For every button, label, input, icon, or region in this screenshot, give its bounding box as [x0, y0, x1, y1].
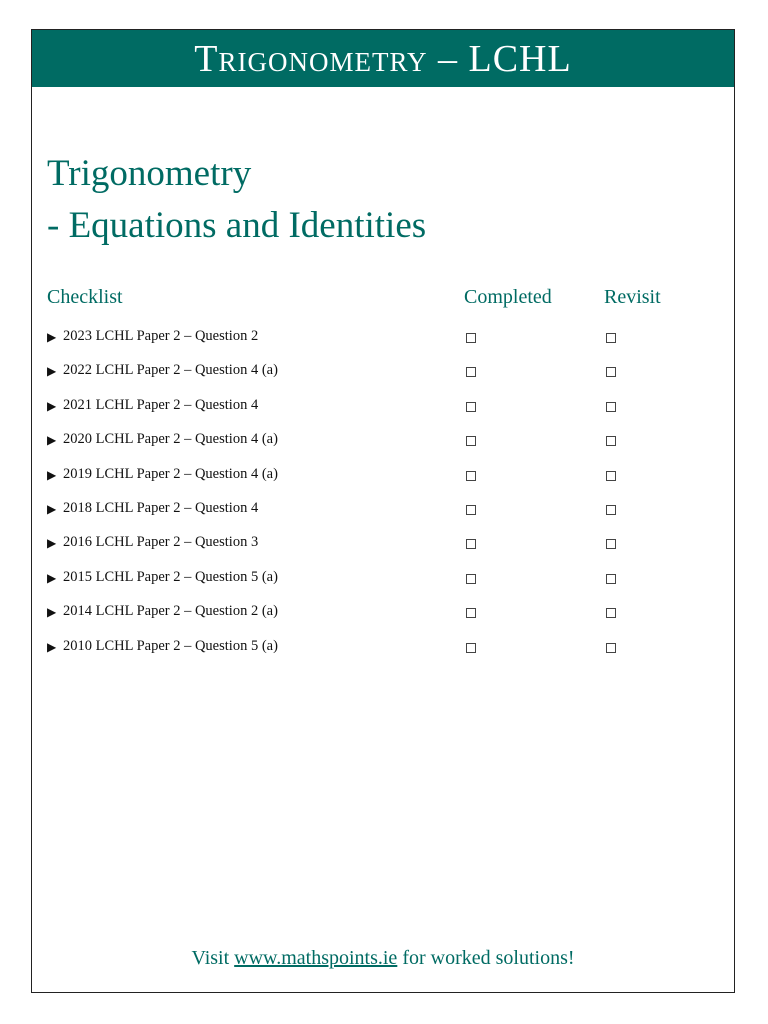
column-header-completed: Completed — [464, 286, 552, 308]
bullet-arrow-icon: ▶ — [47, 639, 57, 654]
checklist-item-label: 2018 LCHL Paper 2 – Question 4 — [63, 499, 259, 516]
completed-checkbox[interactable] — [466, 471, 476, 481]
checklist-item-label: 2019 LCHL Paper 2 – Question 4 (a) — [63, 465, 278, 482]
bullet-arrow-icon: ▶ — [47, 536, 57, 551]
revisit-checkbox[interactable] — [606, 367, 616, 377]
bullet-arrow-icon: ▶ — [47, 605, 57, 620]
checklist-row — [47, 569, 727, 603]
revisit-checkbox[interactable] — [606, 539, 616, 549]
column-header-checklist: Checklist — [47, 286, 123, 308]
revisit-checkbox[interactable] — [606, 574, 616, 584]
revisit-checkbox[interactable] — [606, 608, 616, 618]
completed-checkbox[interactable] — [466, 608, 476, 618]
footer-suffix: for worked solutions! — [397, 947, 575, 969]
revisit-checkbox[interactable] — [606, 643, 616, 653]
footer-prefix: Visit — [191, 947, 235, 969]
header-banner: Trigonometry – LCHL — [32, 30, 734, 87]
checklist-rows — [47, 328, 727, 672]
checklist-row — [47, 638, 727, 672]
bullet-arrow-icon: ▶ — [47, 433, 57, 448]
revisit-checkbox[interactable] — [606, 505, 616, 515]
checklist-item-label: 2021 LCHL Paper 2 – Question 4 — [63, 396, 259, 413]
bullet-arrow-icon: ▶ — [47, 570, 57, 585]
checklist-row — [47, 397, 727, 431]
checklist-row — [47, 431, 727, 465]
checklist-item-label: 2014 LCHL Paper 2 – Question 2 (a) — [63, 603, 278, 620]
checklist-item-label: 2016 LCHL Paper 2 – Question 3 — [63, 534, 259, 551]
revisit-checkbox[interactable] — [606, 402, 616, 412]
checklist-item-label: 2015 LCHL Paper 2 – Question 5 (a) — [63, 568, 278, 585]
checklist-row — [47, 534, 727, 568]
completed-checkbox[interactable] — [466, 505, 476, 515]
checklist-item-label: 2010 LCHL Paper 2 – Question 5 (a) — [63, 637, 278, 654]
page-title-line1: Trigonometry — [47, 153, 252, 194]
footer-message — [32, 947, 734, 970]
page-title — [47, 148, 426, 252]
bullet-arrow-icon: ▶ — [47, 330, 57, 344]
bullet-arrow-icon: ▶ — [47, 467, 57, 482]
completed-checkbox[interactable] — [466, 574, 476, 584]
checklist-item-label: 2022 LCHL Paper 2 – Question 4 (a) — [63, 362, 278, 379]
footer-link[interactable]: www.mathspoints.ie — [234, 947, 398, 969]
checklist-row — [47, 500, 727, 534]
column-header-revisit: Revisit — [604, 286, 661, 308]
page-title-line2: - Equations and Identities — [47, 205, 427, 246]
checklist-row — [47, 328, 727, 362]
completed-checkbox[interactable] — [466, 539, 476, 549]
completed-checkbox[interactable] — [466, 643, 476, 653]
checklist-row — [47, 362, 727, 396]
checklist-item-label: 2023 LCHL Paper 2 – Question 2 — [63, 328, 259, 344]
revisit-checkbox[interactable] — [606, 471, 616, 481]
revisit-checkbox[interactable] — [606, 436, 616, 446]
bullet-arrow-icon: ▶ — [47, 398, 57, 413]
completed-checkbox[interactable] — [466, 402, 476, 412]
checklist-item-label: 2020 LCHL Paper 2 – Question 4 (a) — [63, 431, 278, 448]
revisit-checkbox[interactable] — [606, 333, 616, 343]
checklist-row — [47, 603, 727, 637]
page-frame — [31, 29, 735, 993]
completed-checkbox[interactable] — [466, 333, 476, 343]
bullet-arrow-icon: ▶ — [47, 364, 57, 379]
completed-checkbox[interactable] — [466, 436, 476, 446]
checklist-row — [47, 466, 727, 500]
bullet-arrow-icon: ▶ — [47, 501, 57, 516]
completed-checkbox[interactable] — [466, 367, 476, 377]
